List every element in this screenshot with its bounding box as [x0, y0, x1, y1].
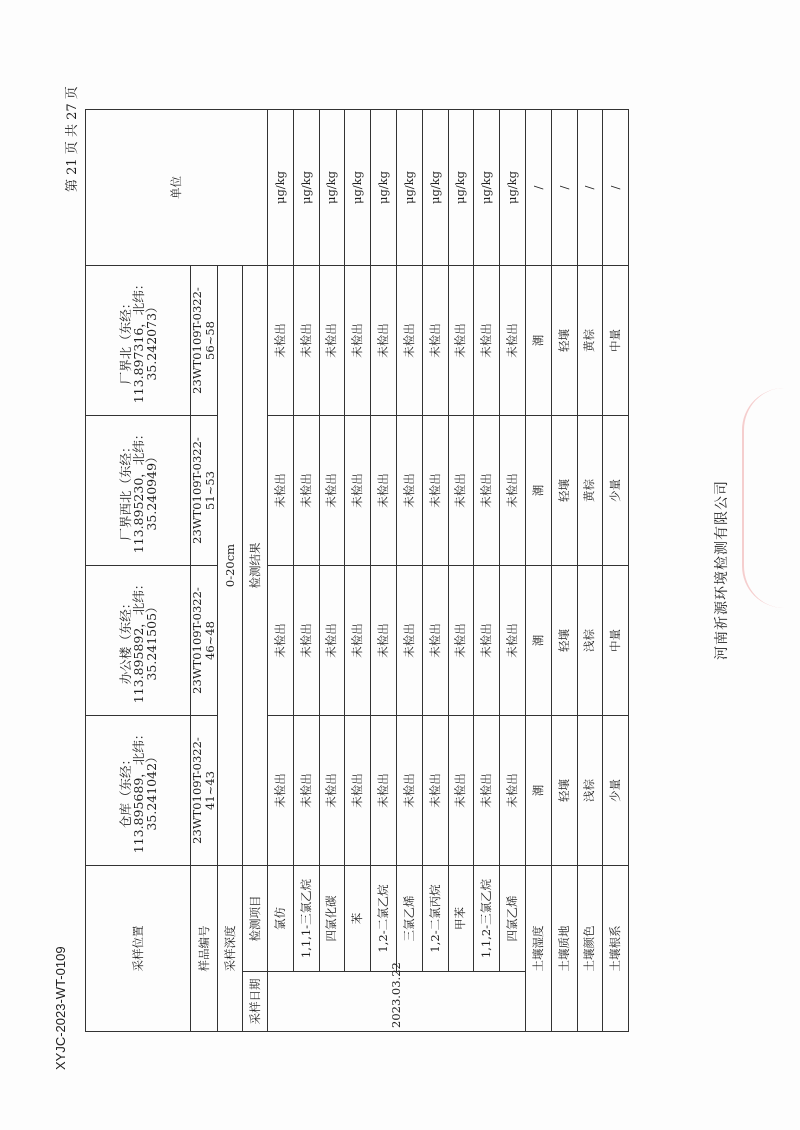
- soil-value: 轻壤: [551, 416, 577, 566]
- result-value: 未检出: [396, 716, 422, 866]
- results-table: [85, 109, 629, 1032]
- soil-item-name: 土壤湿度: [525, 866, 551, 1032]
- result-value: 未检出: [345, 716, 371, 866]
- unit-cell: /: [603, 110, 629, 266]
- unit-cell: μg/kg: [293, 110, 319, 266]
- unit-cell: /: [551, 110, 577, 266]
- item-name: 1,2-二氯乙烷: [371, 866, 397, 972]
- item-name: 1,1,1-三氯乙烷: [293, 866, 319, 972]
- soil-item-name: 土壤质地: [551, 866, 577, 1032]
- soil-value: 潮: [525, 566, 551, 716]
- sampling-date: 2023.03.22: [268, 972, 526, 1032]
- report-code: XYJC-2023-WT-0109: [53, 946, 68, 1070]
- result-row: [319, 110, 345, 1032]
- item-name: 1,2-二氯丙烷: [422, 866, 448, 972]
- soil-row: [577, 110, 603, 1032]
- soil-value: 中量: [603, 266, 629, 416]
- item-name: 四氯乙烯: [500, 866, 526, 972]
- soil-item-name: 土壤根系: [603, 866, 629, 1032]
- location-cell: 办公楼（东经：113.895892，北纬：35.241505）: [86, 566, 191, 716]
- soil-value: 轻壤: [551, 716, 577, 866]
- result-value: 未检出: [422, 416, 448, 566]
- result-value: 未检出: [500, 416, 526, 566]
- result-row: [422, 110, 448, 1032]
- sample-number-label: 样品编号: [191, 866, 218, 1032]
- results-table-frame: [85, 110, 623, 1032]
- result-value: 未检出: [345, 416, 371, 566]
- result-value: 未检出: [268, 716, 294, 866]
- item-name: 四氯化碳: [319, 866, 345, 972]
- result-value: 未检出: [448, 716, 474, 866]
- result-value: 未检出: [319, 716, 345, 866]
- result-value: 未检出: [268, 266, 294, 416]
- date-header: 采样日期: [243, 972, 268, 1032]
- result-row: [345, 110, 371, 1032]
- result-value: 未检出: [500, 566, 526, 716]
- result-value: 未检出: [422, 566, 448, 716]
- result-row: [293, 110, 319, 1032]
- result-value: 未检出: [474, 266, 500, 416]
- result-value: 未检出: [396, 266, 422, 416]
- location-row: [86, 110, 191, 1032]
- result-value: 未检出: [345, 266, 371, 416]
- location-cell: 厂界西北（东经：113.895230，北纬：35.240949）: [86, 416, 191, 566]
- soil-value: 黄棕: [577, 266, 603, 416]
- unit-header: 单位: [86, 110, 268, 266]
- soil-value: 潮: [525, 416, 551, 566]
- soil-value: 轻壤: [551, 266, 577, 416]
- result-value: 未检出: [371, 566, 397, 716]
- result-value: 未检出: [396, 566, 422, 716]
- soil-row: [525, 110, 551, 1032]
- results-table-body: [86, 110, 629, 1032]
- result-value: 未检出: [293, 566, 319, 716]
- result-value: 未检出: [500, 266, 526, 416]
- depth-value: 0-20cm: [218, 266, 243, 866]
- unit-cell: /: [577, 110, 603, 266]
- result-value: 未检出: [474, 716, 500, 866]
- location-label: 采样位置: [86, 866, 191, 1032]
- item-name: 氯仿: [268, 866, 294, 972]
- result-value: 未检出: [293, 416, 319, 566]
- item-name: 三氯乙烯: [396, 866, 422, 972]
- result-value: 未检出: [474, 566, 500, 716]
- unit-cell: μg/kg: [345, 110, 371, 266]
- depth-label: 采样深度: [218, 866, 243, 1032]
- result-row: [371, 110, 397, 1032]
- result-value: 未检出: [474, 416, 500, 566]
- soil-value: 浅棕: [577, 716, 603, 866]
- item-header: 检测项目: [243, 866, 268, 972]
- page-number: 第 21 页 共 27 页: [65, 86, 80, 192]
- result-value: 未检出: [422, 266, 448, 416]
- result-value: 未检出: [500, 716, 526, 866]
- soil-value: 少量: [603, 716, 629, 866]
- soil-value: 少量: [603, 416, 629, 566]
- company-name: 河南祈源环境检测有限公司: [714, 480, 730, 660]
- result-value: 未检出: [448, 566, 474, 716]
- location-cell: 厂界北（东经：113.897316，北纬：35.242073）: [86, 266, 191, 416]
- result-value: 未检出: [448, 266, 474, 416]
- result-row: [500, 110, 526, 1032]
- result-value: 未检出: [422, 716, 448, 866]
- sample-number-cell: 23WT0109T-0322-46~48: [191, 566, 218, 716]
- result-value: 未检出: [319, 266, 345, 416]
- result-value: 未检出: [319, 566, 345, 716]
- result-value: 未检出: [293, 716, 319, 866]
- unit-cell: μg/kg: [396, 110, 422, 266]
- soil-row: [551, 110, 577, 1032]
- soil-row: [603, 110, 629, 1032]
- soil-value: 轻壤: [551, 566, 577, 716]
- result-value: 未检出: [319, 416, 345, 566]
- unit-cell: /: [525, 110, 551, 266]
- result-value: 未检出: [448, 416, 474, 566]
- unit-cell: μg/kg: [319, 110, 345, 266]
- unit-cell: μg/kg: [371, 110, 397, 266]
- soil-value: 浅棕: [577, 566, 603, 716]
- item-name: 1,1,2-三氯乙烷: [474, 866, 500, 972]
- result-row: [268, 110, 294, 1032]
- soil-item-name: 土壤颜色: [577, 866, 603, 1032]
- official-seal-trace: [742, 388, 784, 608]
- item-name: 苯: [345, 866, 371, 972]
- unit-cell: μg/kg: [448, 110, 474, 266]
- unit-cell: μg/kg: [268, 110, 294, 266]
- item-name: 甲苯: [448, 866, 474, 972]
- result-value: 未检出: [293, 266, 319, 416]
- soil-value: 潮: [525, 716, 551, 866]
- location-cell: 仓库（东经：113.895689，北纬：35.241042）: [86, 716, 191, 866]
- sample-number-cell: 23WT0109T-0322-56~58: [191, 266, 218, 416]
- soil-value: 潮: [525, 266, 551, 416]
- unit-cell: μg/kg: [422, 110, 448, 266]
- result-value: 未检出: [268, 416, 294, 566]
- sample-number-cell: 23WT0109T-0322-41~43: [191, 716, 218, 866]
- result-value: 未检出: [396, 416, 422, 566]
- result-value: 未检出: [371, 716, 397, 866]
- result-row: [396, 110, 422, 1032]
- result-row: [474, 110, 500, 1032]
- sample-number-cell: 23WT0109T-0322-51~53: [191, 416, 218, 566]
- soil-value: 黄棕: [577, 416, 603, 566]
- result-value: 未检出: [268, 566, 294, 716]
- result-value: 未检出: [371, 416, 397, 566]
- result-row: [448, 110, 474, 1032]
- unit-cell: μg/kg: [500, 110, 526, 266]
- unit-cell: μg/kg: [474, 110, 500, 266]
- result-value: 未检出: [371, 266, 397, 416]
- soil-value: 中量: [603, 566, 629, 716]
- result-header: 检测结果: [243, 266, 268, 866]
- result-value: 未检出: [345, 566, 371, 716]
